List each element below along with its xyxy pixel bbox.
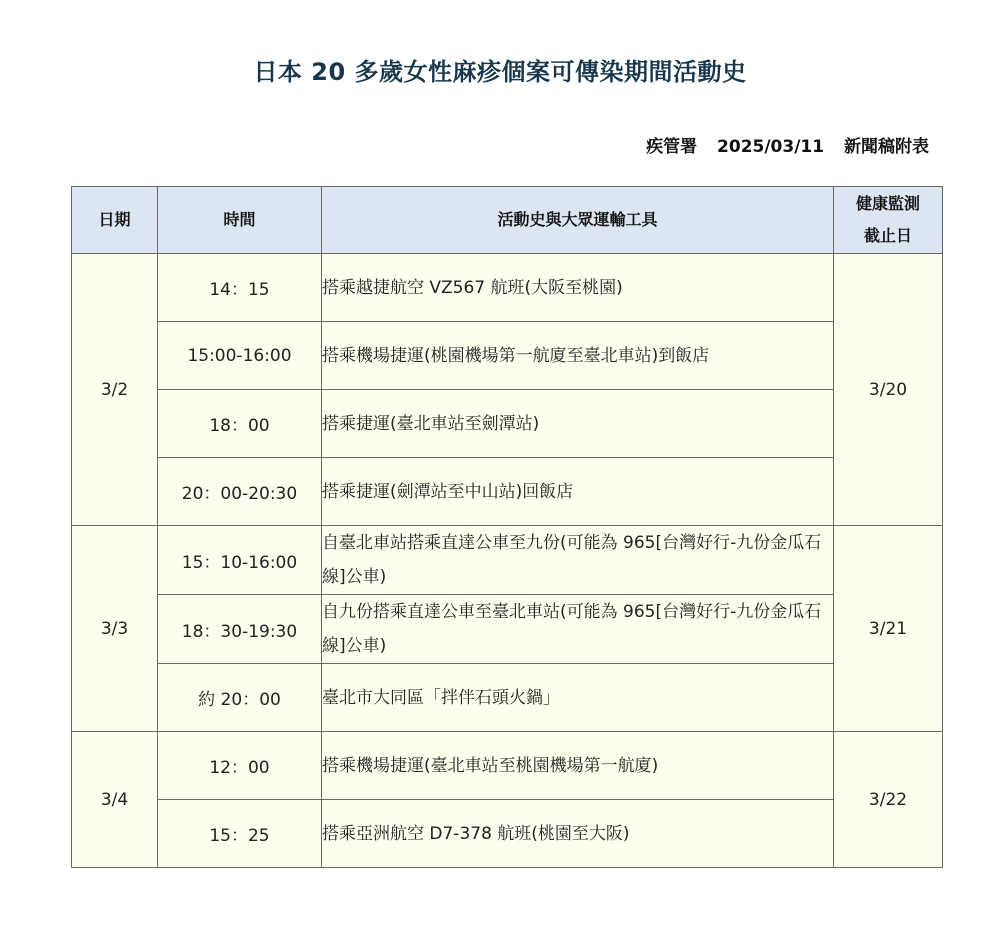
- activity-table: [71, 186, 943, 868]
- activity-cell: 搭乘捷運(臺北車站至劍潭站): [322, 390, 834, 458]
- date-cell: 3/3: [72, 526, 158, 732]
- time-cell: 約 20：00: [158, 664, 322, 732]
- table-row: [72, 800, 943, 868]
- header-monitor-end: [834, 187, 943, 254]
- release-date: 2025/03/11: [717, 137, 825, 157]
- table-row: [72, 458, 943, 526]
- table-header-row: [72, 187, 943, 254]
- table-row: [72, 595, 943, 664]
- activity-cell: 搭乘越捷航空 VZ567 航班(大阪至桃園): [322, 254, 834, 322]
- monitor-end-cell: 3/20: [834, 254, 943, 526]
- document-subtitle: [646, 132, 929, 157]
- table-row: [72, 732, 943, 800]
- monitor-end-cell: 3/22: [834, 732, 943, 868]
- time-cell: 18：00: [158, 390, 322, 458]
- table-row: [72, 254, 943, 322]
- time-cell: 20：00-20:30: [158, 458, 322, 526]
- header-time: 時間: [158, 187, 322, 254]
- attachment-label: 新聞稿附表: [844, 137, 929, 157]
- header-monitor-line1: 健康監測: [855, 194, 920, 213]
- header-monitor-line2: 截止日: [863, 226, 912, 245]
- activity-cell: 臺北市大同區「拌伴石頭火鍋」: [322, 664, 834, 732]
- time-cell: 12：00: [158, 732, 322, 800]
- monitor-end-cell: 3/21: [834, 526, 943, 732]
- header-activity: 活動史與大眾運輸工具: [322, 187, 834, 254]
- activity-cell: 自臺北車站搭乘直達公車至九份(可能為 965[台灣好行-九份金瓜石線]公車): [322, 526, 834, 595]
- header-date: 日期: [72, 187, 158, 254]
- activity-cell: 搭乘亞洲航空 D7-378 航班(桃園至大阪): [322, 800, 834, 868]
- time-cell: 15：25: [158, 800, 322, 868]
- activity-cell: 自九份搭乘直達公車至臺北車站(可能為 965[台灣好行-九份金瓜石線]公車): [322, 595, 834, 664]
- table-row: [72, 322, 943, 390]
- date-cell: 3/2: [72, 254, 158, 526]
- activity-cell: 搭乘機場捷運(臺北車站至桃園機場第一航廈): [322, 732, 834, 800]
- time-cell: 14：15: [158, 254, 322, 322]
- table-row: [72, 526, 943, 595]
- date-cell: 3/4: [72, 732, 158, 868]
- page-title: 日本 20 多歲女性麻疹個案可傳染期間活動史: [253, 58, 747, 86]
- table-row: [72, 390, 943, 458]
- time-cell: 15:00-16:00: [158, 322, 322, 390]
- activity-cell: 搭乘機場捷運(桃園機場第一航廈至臺北車站)到飯店: [322, 322, 834, 390]
- activity-cell: 搭乘捷運(劍潭站至中山站)回飯店: [322, 458, 834, 526]
- table-row: [72, 664, 943, 732]
- agency-name: 疾管署: [646, 137, 698, 157]
- time-cell: 18：30-19:30: [158, 595, 322, 664]
- time-cell: 15：10-16:00: [158, 526, 322, 595]
